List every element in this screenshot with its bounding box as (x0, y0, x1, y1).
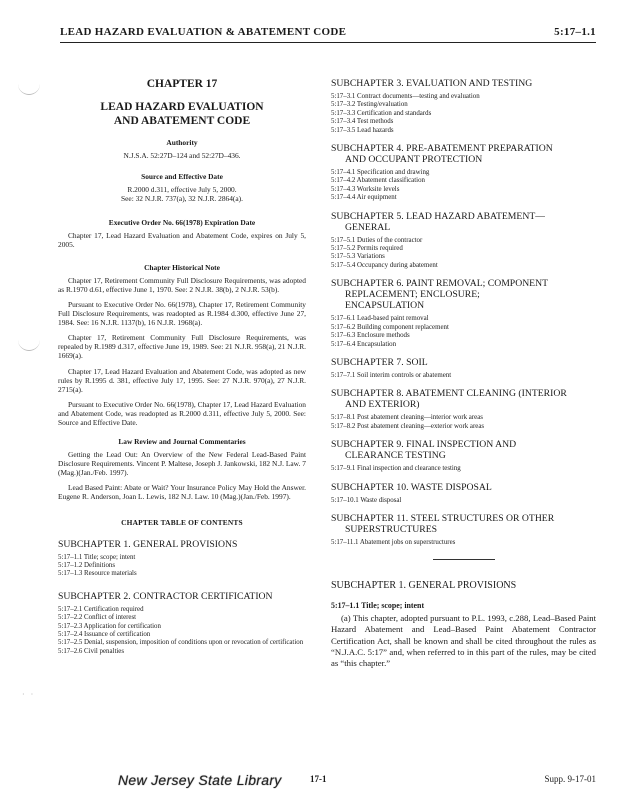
toc-entry: 5:17–8.1 Post abatement cleaning—interior work areas (331, 414, 483, 422)
historical-note-heading: Chapter Historical Note (144, 262, 220, 272)
margin-specks: · · (22, 690, 36, 699)
toc-entry: 5:17–1.3 Resource materials (58, 570, 137, 578)
law-review-entry: Lead Based Paint: Abate or Wait? Your Insurance Policy May Hold the Answer. Eugene R. Anderson, Joan L. Lewis, 182 N.J. Law. 10 (Mag.)(Jan./Feb. 1997). (58, 483, 306, 502)
toc-entry: 5:17–2.6 Civil penalties (58, 647, 125, 655)
section-body-text: (a) This chapter, adopted pursuant to P.L. 1993, c.288, Lead–Based Paint Hazard Abatement and Lead–Based Paint Abatement Contractor Certification Act, shall be known and shall be cited throughout the rules as “N.J.A.C. 5:17” and, when referred to in this part of the rules, may be cited as “this chapter.” (331, 613, 596, 668)
toc-entry: 5:17–3.5 Lead hazards (331, 126, 394, 134)
toc-entry: 5:17–6.3 Enclosure methods (331, 332, 410, 340)
toc-subchapter-1-list (58, 554, 306, 579)
page-footer (110, 774, 596, 790)
toc-subchapter-2-list (58, 606, 306, 656)
binding-mark (18, 84, 40, 95)
historical-note-paragraph: Pursuant to Executive Order No. 66(1978), Chapter 17, Lead Hazard Evaluation and Abatement Code, was readopted as R.2000 d.311, effective July 5, 2000. See: Source and Effective Date. (58, 399, 306, 428)
authority-heading: Authority (166, 138, 198, 147)
toc-entry: 5:17–8.2 Post abatement cleaning—exterior work areas (331, 422, 485, 430)
toc-entry: 5:17–2.1 Certification required (58, 605, 144, 613)
header-title: LEAD HAZARD EVALUATION & ABATEMENT CODE (60, 26, 347, 38)
toc-entry: 5:17–6.2 Building component replacement (331, 323, 449, 331)
toc-entry: 5:17–3.1 Contract documents—testing and evaluation (331, 93, 480, 100)
toc-entry: 5:17–6.1 Lead-based paint removal (331, 315, 429, 323)
toc-subchapter-8-title: SUBCHAPTER 8. ABATEMENT CLEANING (INTERIOR AND EXTERIOR) (331, 388, 567, 411)
toc-subchapter-1-title: SUBCHAPTER 1. GENERAL PROVISIONS (58, 538, 238, 550)
historical-note-paragraph: Chapter 17, Lead Hazard Evaluation and Abatement Code, was adopted as new rules by R.1995 d. 381, effective July 17, 1995. See: 27 N.J.R. 970(a), 27 N.J.R. 2715(a). (58, 366, 306, 394)
left-column (58, 74, 306, 656)
source-line: See: 32 N.J.R. 737(a), 32 N.J.R. 2864(a). (121, 194, 243, 204)
toc-entry: 5:17–3.3 Certification and standards (331, 109, 432, 117)
toc-entry: 5:17–5.3 Variations (331, 253, 385, 261)
historical-note-paragraph: Pursuant to Executive Order No. 66(1978), Chapter 17, Retirement Community Full Disclosure Requirements, was readopted as R.1984 d.300, effective June 27, 1984. See: 16 N.J.R. 1137(b), 16 N.J.R. 1968(a). (58, 299, 306, 328)
toc-entry: 5:17–5.2 Permits required (331, 245, 403, 253)
body-subchapter-title: SUBCHAPTER 1. GENERAL PROVISIONS (331, 580, 517, 592)
toc-entry: 5:17–7.1 Soil interim controls or abatement (331, 371, 452, 379)
toc-subchapter-3-title: SUBCHAPTER 3. EVALUATION AND TESTING (331, 78, 533, 89)
toc-entry: 5:17–4.2 Abatement classification (331, 177, 425, 185)
toc-entry: 5:17–3.2 Testing/evaluation (331, 101, 408, 109)
toc-entry: 5:17–5.4 Occupancy during abatement (331, 261, 438, 269)
library-watermark: New Jersey State Library (118, 772, 282, 788)
toc-entry: 5:17–2.5 Denial, suspension, imposition of conditions upon or revocation of certification (58, 639, 304, 647)
supplement-date: Supp. 9-17-01 (544, 774, 596, 784)
toc-entry: 5:17–11.1 Abatement jobs on superstructures (331, 538, 456, 546)
toc-entry: 5:17–1.1 Title; scope; intent (58, 553, 136, 561)
historical-note-paragraph: Chapter 17, Retirement Community Full Disclosure Requirements, was adopted as R.1970 d.61, effective June 1, 1970. See: 2 N.J.R. 38(b), 2 N.J.R. 53(b). (58, 275, 306, 294)
toc-subchapter-2-title: SUBCHAPTER 2. CONTRACTOR CERTIFICATION (58, 590, 273, 602)
right-column (331, 78, 596, 669)
toc-entry: 5:17–3.4 Test methods (331, 118, 394, 126)
executive-order-heading: Executive Order No. 66(1978) Expiration Date (108, 217, 256, 227)
toc-entry: 5:17–2.3 Application for certification (58, 622, 161, 630)
toc-subchapter-10-title: SUBCHAPTER 10. WASTE DISPOSAL (331, 481, 492, 493)
historical-note-paragraph: Chapter 17, Retirement Community Full Disclosure Requirements, was repealed by R.1989 d.317, effective June 19, 1989. See: 21 N.J.R. 958(a), 21 N.J.R. 1669(a). (58, 333, 306, 361)
toc-entry: 5:17–1.2 Definitions (58, 561, 116, 569)
table-of-contents-heading: CHAPTER TABLE OF CONTENTS (121, 517, 243, 527)
toc-entry: 5:17–9.1 Final inspection and clearance testing (331, 465, 461, 473)
toc-subchapter-5-title: SUBCHAPTER 5. LEAD HAZARD ABATEMENT— GENERAL (331, 210, 545, 233)
law-review-entry: Getting the Lead Out: An Overview of the New Federal Lead-Based Paint Disclosure Requirements. Vincent P. Maltese, Joseph J. Jankowski, 182 N.J. Law. 7 (Mag.)(Jan./Feb. 1997). (58, 450, 306, 478)
toc-entry: 5:17–6.4 Encapsulation (331, 340, 397, 348)
toc-entry: 5:17–2.2 Conflict of interest (58, 614, 137, 622)
source-heading: Source and Effective Date (141, 172, 223, 182)
chapter-title: LEAD HAZARD EVALUATION AND ABATEMENT CODE (100, 101, 264, 127)
toc-subchapter-6-title: SUBCHAPTER 6. PAINT REMOVAL; COMPONENT REPLACEMENT; ENCLOSURE; ENCAPSULATION (331, 278, 549, 312)
toc-subchapter-7-title: SUBCHAPTER 7. SOIL (331, 356, 428, 368)
header-section-number: 5:17–1.1 (554, 26, 596, 38)
toc-subchapter-9-title: SUBCHAPTER 9. FINAL INSPECTION AND CLEARANCE TESTING (331, 439, 517, 462)
toc-entry: 5:17–10.1 Waste disposal (331, 496, 402, 504)
section-divider (433, 559, 495, 560)
toc-entry: 5:17–4.1 Specification and drawing (331, 169, 430, 177)
toc-entry: 5:17–5.1 Duties of the contractor (331, 236, 423, 244)
binding-mark (18, 340, 40, 351)
toc-entry: 5:17–2.4 Issuance of certification (58, 631, 151, 639)
page-number: 17-1 (310, 774, 327, 784)
toc-entry: 5:17–4.3 Worksite levels (331, 185, 400, 193)
section-heading: 5:17–1.1 Title; scope; intent (331, 601, 425, 611)
law-review-heading: Law Review and Journal Commentaries (118, 437, 246, 447)
executive-order-text: Chapter 17, Lead Hazard Evaluation and Abatement Code, expires on July 5, 2005. (58, 230, 306, 249)
toc-subchapter-4-title: SUBCHAPTER 4. PRE-ABATEMENT PREPARATION AND OCCUPANT PROTECTION (331, 143, 553, 166)
authority-text: N.J.S.A. 52:27D–124 and 52:27D–436. (123, 151, 241, 160)
chapter-number: CHAPTER 17 (146, 78, 218, 90)
toc-entry: 5:17–4.4 Air equipment (331, 194, 397, 202)
toc-subchapter-11-title: SUBCHAPTER 11. STEEL STRUCTURES OR OTHER SUPERSTRUCTURES (331, 512, 555, 535)
running-header (60, 26, 596, 43)
source-line: R.2000 d.311, effective July 5, 2000. (127, 185, 237, 195)
